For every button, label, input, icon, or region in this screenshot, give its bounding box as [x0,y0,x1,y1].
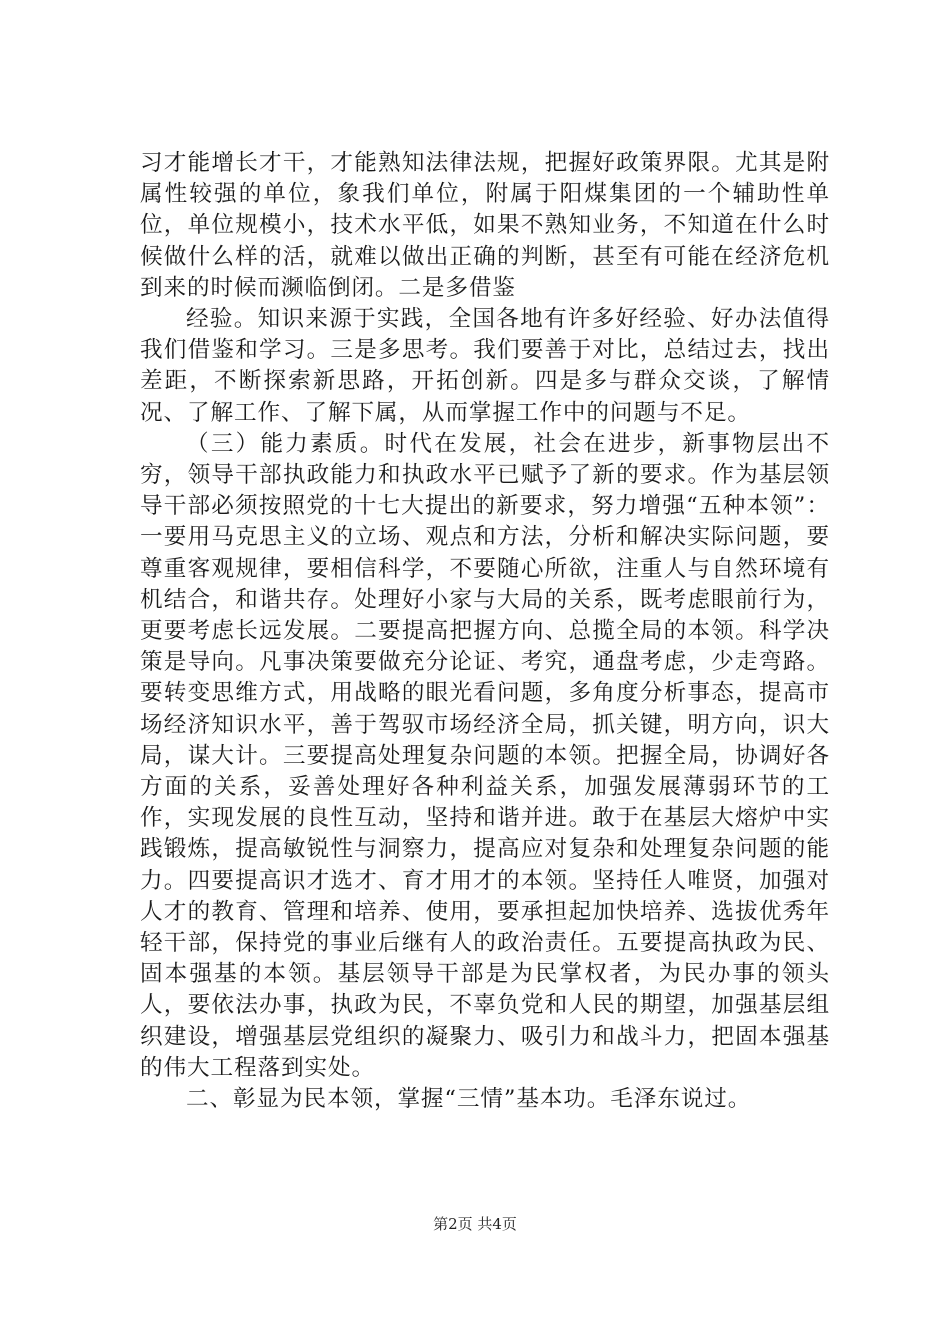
document-body [140,148,830,1115]
paragraph-experience: 经验。知识来源于实践，全国各地有许多好经验、好办法值得我们借鉴和学习。三是多思考。我们要善于对比，总结过去，找出差距，不断探索新思路，开拓创新。四是多与群众交谈，了解情况、了解工作、了解下属，从而掌握工作中的问题与不足。 [140,306,830,426]
paragraph-section-two-heading: 二、彰显为民本领，掌握“三情”基本功。毛泽东说过。 [186,1086,752,1113]
paragraph-continuation: 习才能增长才干，才能熟知法律法规，把握好政策界限。尤其是附属性较强的单位，象我们单位，附属于阳煤集团的一个辅助性单位，单位规模小，技术水平低，如果不熟知业务，不知道在什么时候做什么样的活，就难以做出正确的判断，甚至有可能在经济危机到来的时候而濒临倒闭。二是多借鉴 [140,150,830,301]
page-number-footer: 第2页 共4页 [433,1215,517,1233]
paragraph-ability-quality: （三）能力素质。时代在发展，社会在进步，新事物层出不穷，领导干部执政能力和执政水平已赋予了新的要求。作为基层领导干部必须按照党的十七大提出的新要求，努力增强“五种本领”：一要用马克思主义的立场、观点和方法，分析和解决实际问题，要尊重客观规律，要相信科学，不要随心所欲，注重人与自然环境有机结合，和谐共存。处理好小家与大局的关系，既考虑眼前行为，更要考虑长远发展。二要提高把握方向、总揽全局的本领。科学决策是导向。凡事决策要做充分论证、考究，通盘考虑，少走弯路。要转变思维方式，用战略的眼光看问题，多角度分析事态，提高市场经济知识水平，善于驾驭市场经济全局，抓关键，明方向，识大局，谋大计。三要提高处理复杂问题的本领。把握全局，协调好各方面的关系，妥善处理好各种利益关系，加强发展薄弱环节的工作，实现发展的良性互动，坚持和谐并进。敢于在基层大熔炉中实践锻炼，提高敏锐性与洞察力，提高应对复杂和处理复杂问题的能力。四要提高识才选才、育才用才的本领。坚持任人唯贤，加强对人才的教育、管理和培养、使用，要承担起加快培养、选拔优秀年轻干部，保持党的事业后继有人的政治责任。五要提高执政为民、固本强基的本领。基层领导干部是为民掌权者，为民办事的领头人，要依法办事，执政为民，不辜负党和人民的期望，加强基层组织建设，增强基层党组织的凝聚力、吸引力和战斗力，把固本强基的伟大工程落到实处。 [140,430,830,1081]
